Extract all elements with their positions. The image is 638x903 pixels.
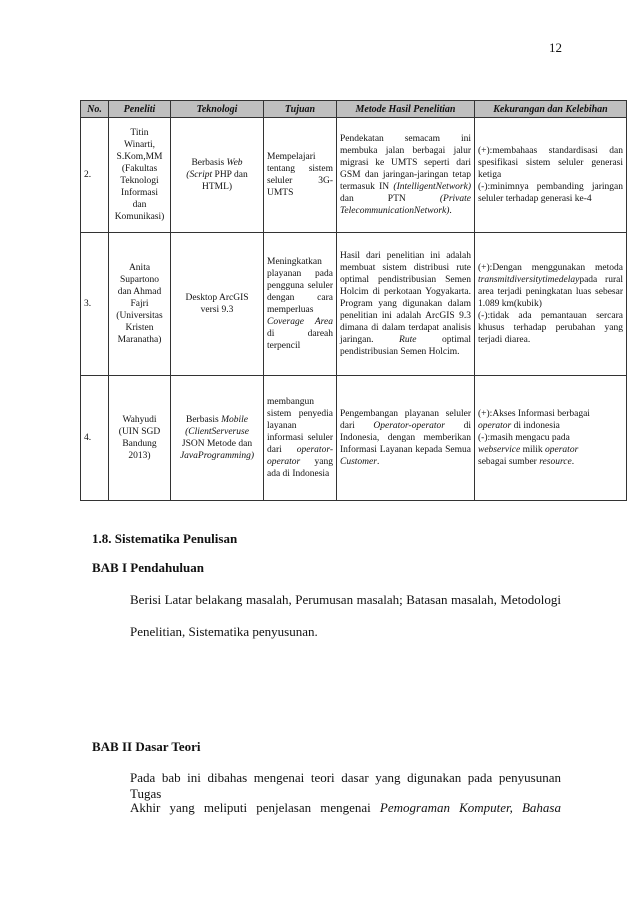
bab1-heading: BAB I Pendahuluan <box>92 560 204 575</box>
cell-peneliti: Anita Supartono dan Ahmad Fajri (Universitas Kristen Maranatha) <box>109 233 171 376</box>
bab2-line1: Pada bab ini dibahas mengenai teori dasar yang digunakan pada penyusunan Tugas <box>130 770 561 801</box>
cell-teknologi: Desktop ArcGIS versi 9.3 <box>171 233 264 376</box>
table-row <box>81 376 627 501</box>
header-tujuan: Tujuan <box>264 101 337 118</box>
header-kekurangan: Kekurangan dan Kelebihan <box>475 101 627 118</box>
cell-metode: Hasil dari penelitian ini adalah membuat sistem distribusi rute optimal pendistribusian Semen Holcim di perkotaan Yogyakarta. Program yang digunakan dalam penelitian ini adalah ArcGIS 9.3 dimana di dalam terdapat analisis jaringan. Rute optimal pendistribusian Semen Holcim. <box>337 233 475 376</box>
cell-kekurangan: (+):membahaas standardisasi dan spesifikasi sistem seluler generasi ketiga (-):minimnya pembanding jaringan seluler terhadap generasi ke-4 <box>475 118 627 233</box>
page-number: 12 <box>549 40 562 55</box>
header-no: No. <box>81 101 109 118</box>
header-peneliti: Peneliti <box>109 101 171 118</box>
cell-tujuan: Mempelajari tentang sistem seluler 3G-UMTS <box>264 118 337 233</box>
cell-kekurangan: (+):Dengan menggunakan metoda transmitdiversitytimedelaypada rural area terjadi peningkatan luas sebesar 1.089 km(kubik) (-):tidak ada pemantauan sercara khusus terhadap perubahan yang terjadi diarea. <box>475 233 627 376</box>
bab2-line2: Akhir yang meliputi penjelasan mengenai Pemograman Komputer, Bahasa <box>130 800 561 815</box>
cell-tujuan: membangun sistem penyedia layanan informasi seluler dari operator-operator yang ada di Indonesia <box>264 376 337 501</box>
cell-peneliti: Titin Winarti, S.Kom,MM (Fakultas Teknologi Informasi dan Komunikasi) <box>109 118 171 233</box>
table-header-row <box>81 101 627 118</box>
section-title: 1.8. Sistematika Penulisan <box>92 531 238 546</box>
header-metode: Metode Hasil Penelitian <box>337 101 475 118</box>
bab2-heading: BAB II Dasar Teori <box>92 739 201 754</box>
table-row <box>81 118 627 233</box>
cell-teknologi: Berbasis Mobile (ClientServeruse JSON Metode dan JavaProgramming) <box>171 376 264 501</box>
bab1-line2: Penelitian, Sistematika penyusunan. <box>130 624 318 639</box>
header-teknologi: Teknologi <box>171 101 264 118</box>
cell-no: 4. <box>81 376 109 501</box>
cell-peneliti: Wahyudi (UIN SGD Bandung 2013) <box>109 376 171 501</box>
table-row <box>81 233 627 376</box>
cell-teknologi: Berbasis Web (Script PHP dan HTML) <box>171 118 264 233</box>
cell-tujuan: Meningkatkan playanan pada pengguna seluler dengan cara memperluas Coverage Area di dareah terpencil <box>264 233 337 376</box>
cell-metode: Pendekatan semacam ini membuka jalan berbagai jalur migrasi ke UMTS seperti dari GSM dan jaringan-jaringan tetap termasuk IN (IntelligentNetwork) dan PTN (Private TelecommunicationNetwork). <box>337 118 475 233</box>
literature-table <box>80 100 627 501</box>
cell-no: 2. <box>81 118 109 233</box>
cell-kekurangan: (+):Akses Informasi berbagai operator di indonesia (-):masih mengacu pada webservice milik operator sebagai sumber resource. <box>475 376 627 501</box>
bab1-line1: Berisi Latar belakang masalah, Perumusan masalah; Batasan masalah, Metodologi <box>130 592 561 607</box>
cell-no: 3. <box>81 233 109 376</box>
cell-metode: Pengembangan playanan seluler dari Operator-operator di Indonesia, dengan memberikan Informasi Layanan kepada Semua Customer. <box>337 376 475 501</box>
